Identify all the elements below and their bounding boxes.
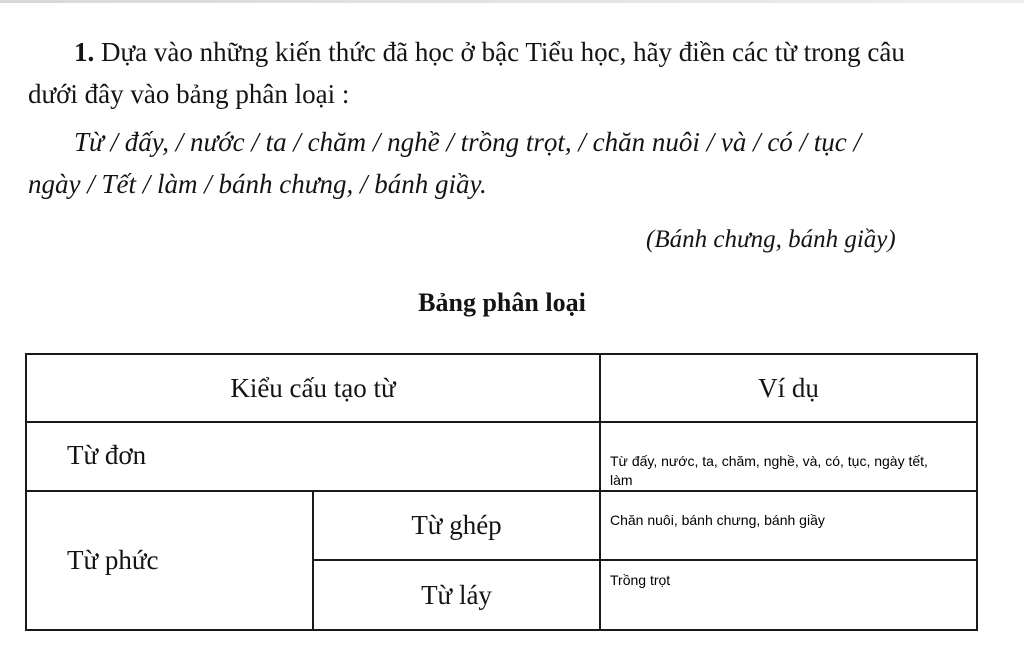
header-type: Kiểu cấu tạo từ <box>230 372 396 403</box>
classification-table <box>25 353 978 631</box>
row-lay-example: Trồng trọt <box>610 572 671 588</box>
table-line-header <box>25 421 978 423</box>
row-don-label: Từ đơn <box>67 439 147 470</box>
row-lay-label: Từ láy <box>421 579 492 610</box>
row-don-example-line2: làm <box>610 472 633 488</box>
exercise-line-2: dưới đây vào bảng phân loại : <box>28 79 350 109</box>
top-edge-line <box>0 0 1024 3</box>
row-don-example-line1: Từ đấy, nước, ta, chăm, nghề, và, có, tục, ngày tết, <box>610 453 928 469</box>
exercise-number: 1. <box>74 37 95 67</box>
quote-line-1: Từ / đấy, / nước / ta / chăm / nghề / trồng trọt, / chăn nuôi / và / có / tục / <box>74 127 862 157</box>
row-don-example <box>610 452 978 490</box>
header-example: Ví dụ <box>758 372 819 403</box>
table-border-right <box>976 353 978 631</box>
table-title: Bảng phân loại <box>418 288 586 317</box>
exercise-text-1: Dựa vào những kiến thức đã học ở bậc Tiểu học, hãy điền các từ trong câu <box>101 37 905 67</box>
table-border-bottom <box>25 629 978 631</box>
row-ghep-label: Từ ghép <box>411 510 502 540</box>
row-phuc-label: Từ phức <box>67 545 159 575</box>
quote-source: (Bánh chưng, bánh giầy) <box>646 226 896 253</box>
exercise-line-1 <box>74 31 905 73</box>
row-ghep-example: Chăn nuôi, bánh chưng, bánh giầy <box>610 512 825 528</box>
quote-line-2: ngày / Tết / làm / bánh chưng, / bánh giầy. <box>28 169 487 199</box>
